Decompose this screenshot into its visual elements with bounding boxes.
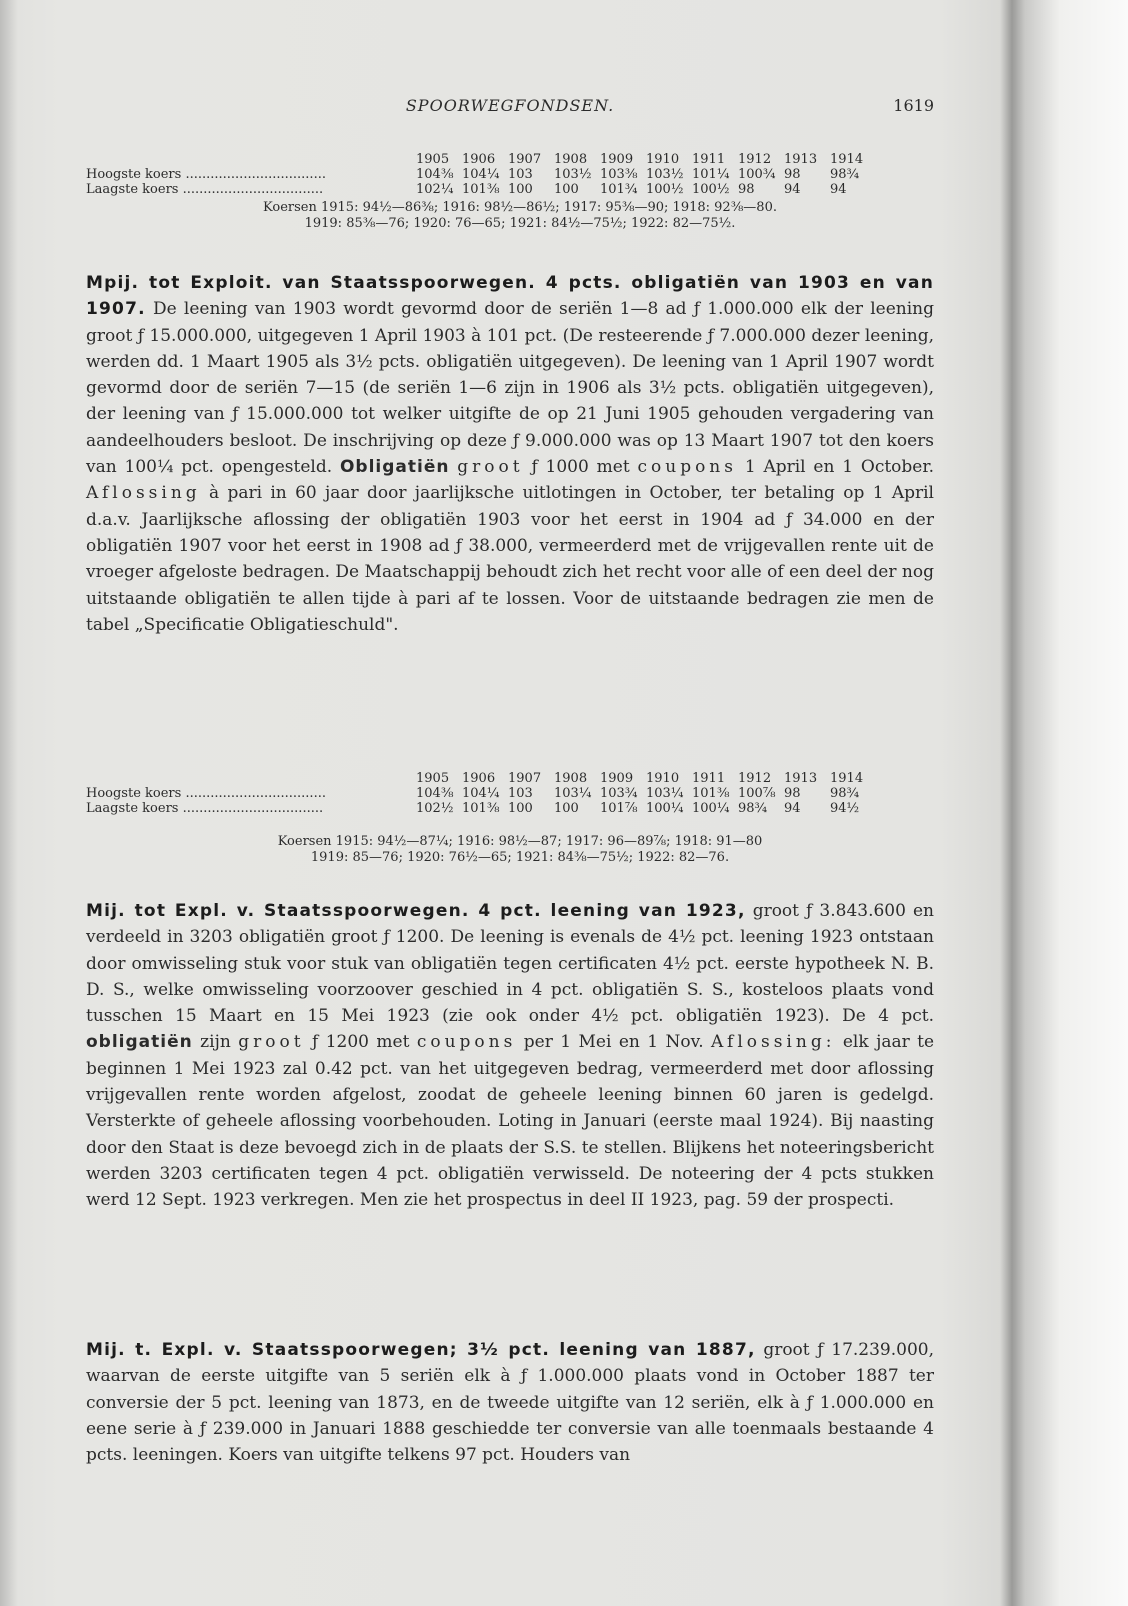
- table-cell: 98¾: [830, 786, 860, 801]
- table-cell: 104¼: [462, 167, 500, 182]
- table-cell: 104¼: [462, 786, 500, 801]
- year-header: 1911: [692, 771, 726, 786]
- keyword-obligatien: Obligatiën: [339, 457, 450, 478]
- table-cell: 100½: [692, 182, 730, 197]
- table-header-row: [86, 771, 876, 786]
- table-cell: 100¾: [738, 167, 776, 182]
- table-cell: 103½: [554, 167, 592, 182]
- year-header: 1912: [738, 152, 772, 167]
- table-cell: 100¼: [646, 801, 684, 816]
- table-cell: 98¾: [738, 801, 768, 816]
- section-heading: Mij. t. Expl. v. Staatsspoorwegen; 3½ pct. leening van 1887,: [86, 1340, 756, 1360]
- table-cell: 101⅞: [600, 801, 638, 816]
- year-header: 1911: [692, 152, 726, 167]
- running-head: [86, 96, 934, 118]
- table-cell: 104⅜: [416, 167, 454, 182]
- table-cell: 103¼: [646, 786, 684, 801]
- koersen-line: 1919: 85—76; 1920: 76½—65; 1921: 84⅜—75½; 1922: 82—76.: [310, 850, 730, 865]
- table-cell: 98¾: [830, 167, 860, 182]
- table-cell: 101⅜: [462, 182, 500, 197]
- year-header: 1910: [646, 771, 680, 786]
- table-cell: 98: [784, 167, 801, 182]
- keyword-coupons: coupons: [416, 1032, 517, 1053]
- year-header: 1909: [600, 771, 634, 786]
- table-cell: 104⅜: [416, 786, 454, 801]
- table-cell: 94: [784, 182, 801, 197]
- year-header: 1910: [646, 152, 680, 167]
- table-cell: 100: [508, 801, 533, 816]
- table-row: Hoogste koers .................................. 104⅜ 104¼ 103 103½ 103⅜ 103½ 101¼ 100¾ 98 98¾: [86, 167, 876, 182]
- year-header: 1906: [462, 771, 496, 786]
- row-label: Hoogste koers: [86, 167, 182, 182]
- running-head-title: SPOORWEGFONDSEN.: [405, 96, 615, 115]
- year-header: 1909: [600, 152, 634, 167]
- koersen-note-2: [150, 834, 890, 866]
- keyword-aflossing: Aflossing: [86, 483, 201, 504]
- table-cell: 100½: [646, 182, 684, 197]
- table-cell: 101¾: [600, 182, 638, 197]
- table-cell: 101⅜: [462, 801, 500, 816]
- table-cell: 103: [508, 167, 533, 182]
- year-header: 1906: [462, 152, 496, 167]
- table-cell: 103⅜: [600, 167, 638, 182]
- keyword-coupons: coupons: [637, 457, 737, 478]
- table-cell: 101⅜: [692, 786, 730, 801]
- table-row: Laagste koers .................................. 102½ 101⅜ 100 100 101⅞ 100¼ 100¼ 98¾ 94 94½: [86, 801, 876, 816]
- table-cell: 98: [738, 182, 755, 197]
- year-header: 1914: [830, 771, 864, 786]
- koersen-note-1: [150, 200, 890, 232]
- year-header: 1907: [508, 771, 542, 786]
- year-header: 1913: [784, 152, 818, 167]
- table-header-row: [86, 152, 876, 167]
- table-cell: 103½: [646, 167, 684, 182]
- table-cell: 94½: [830, 801, 860, 816]
- table-cell: 102½: [416, 801, 454, 816]
- row-label: Hoogste koers: [86, 786, 182, 801]
- koersen-line: 1919: 85⅜—76; 1920: 76—65; 1921: 84½—75½; 1922: 82—75½.: [304, 216, 736, 231]
- year-header: 1908: [554, 152, 588, 167]
- section-heading: Mij. tot Expl. v. Staatsspoorwegen. 4 pct. leening van 1923,: [86, 901, 746, 921]
- keyword-groot: groot: [238, 1032, 305, 1053]
- page-number: 1619: [893, 96, 934, 115]
- table-cell: 101¼: [692, 167, 730, 182]
- section-mpij-1903-1907: Mpij. tot Exploit. van Staatsspoorwegen. 4 pcts. obligatiën van 1903 en van 1907. De leening van 1903 wordt gevormd door de seriën 1—8 ad ƒ 1.000.000 elk der leening groot ƒ 15.000.000, uitgegeven 1 April 1903 à 101 pct. (De resteerende ƒ 7.000.000 dezer leening, werden dd. 1 Maart 1905 als 3½ pcts. obligatiën uitgegeven). De leening van 1 April 1907 wordt gevormd door de seriën 7—15 (de seriën 1—6 zijn in 1906 als 3½ pcts. obligatiën uitgegeven), der leening van ƒ 15.000.000 tot welker uitgifte de op 21 Juni 1905 gehouden vergadering van aandeelhouders besloot. De inschrijving op deze ƒ 9.000.000 was op 13 Maart 1907 tot den koers van 100¼ pct. opengesteld. Obligatiën groot ƒ 1000 met coupons 1 April en 1 October. Aflossing à pari in 60 jaar door jaarlijksche uitlotingen in October, ter betaling op 1 April d.a.v. Jaarlijksche aflossing der obligatiën 1903 voor het eerst in 1904 ad ƒ 34.000 en der obligatiën 1907 voor het eerst in 1908 ad ƒ 38.000, vermeerderd met de vrijgevallen rente uit de vroeger afgeloste bedragen. De Maatschappij behoudt zich het recht voor alle of een deel der nog uitstaande obligatiën te allen tijde à pari af te lossen. Voor de uitstaande bedragen zie men de tabel „Specificatie Obligatieschuld".: [86, 273, 935, 635]
- table-cell: 100¼: [692, 801, 730, 816]
- table-cell: 102¼: [416, 182, 454, 197]
- koers-table-2: [86, 771, 876, 816]
- table-cell: 98: [784, 786, 801, 801]
- row-label: Laagste koers: [86, 182, 179, 197]
- table-cell: 94: [830, 182, 847, 197]
- section-heading: Mpij. tot Exploit. van Staatsspoorwegen. 4 pcts. obligatiën van 1903 en van 1907.: [86, 273, 934, 320]
- section-leening-1923: Mij. tot Expl. v. Staatsspoorwegen. 4 pct. leening van 1923, groot ƒ 3.843.600 en verdeeld in 3203 obligatiën groot ƒ 1200. De leening is evenals de 4½ pct. leening 1923 ontstaan door omwisseling stuk voor stuk van obligatiën tegen certificaten 4½ pct. eerste hypotheek N. B. D. S., welke omwisseling voorzoover geschied in 4 pct. obligatiën S. S., kosteloos plaats vond tusschen 15 Maart en 15 Mei 1923 (zie ook onder 4½ pct. obligatiën 1923). De 4 pct. obligatiën zijn groot ƒ 1200 met coupons per 1 Mei en 1 Nov. Aflossing: elk jaar te beginnen 1 Mei 1923 zal 0.42 pct. van het uitgegeven bedrag, vermeerderd met door aflossing vrijgevallen rente worden afgelost, zoodat de geheele leening binnen 60 jaren is gedelgd. Versterkte of geheele aflossing voorbehouden. Loting in Januari (eerste maal 1924). Bij naasting door den Staat is deze bevoegd zich in de plaats der S.S. te stellen. Blijkens het noteeringsbericht werden 3203 certificaten tegen 4 pct. obligatiën verwisseld. De noteering der 4 pcts stukken werd 12 Sept. 1923 verkregen. Men zie het prospectus in deel II 1923, pag. 59 der prospecti.: [86, 901, 935, 1211]
- table-cell: 100: [554, 801, 579, 816]
- keyword-obligatien: obligatiën: [86, 1032, 193, 1053]
- table-cell: 100⅞: [738, 786, 776, 801]
- table-cell: 103¾: [600, 786, 638, 801]
- year-header: 1908: [554, 771, 588, 786]
- table-cell: 103¼: [554, 786, 592, 801]
- table-row: Hoogste koers .................................. 104⅜ 104¼ 103 103¼ 103¾ 103¼ 101⅜ 100⅞ 98 98¾: [86, 786, 876, 801]
- table-cell: 100: [554, 182, 579, 197]
- year-header: 1912: [738, 771, 772, 786]
- table-cell: 100: [508, 182, 533, 197]
- year-header: 1905: [416, 152, 450, 167]
- koers-table-1: [86, 152, 876, 197]
- table-cell: 103: [508, 786, 533, 801]
- year-header: 1905: [416, 771, 450, 786]
- table-row: Laagste koers .................................. 102¼ 101⅜ 100 100 101¾ 100½ 100½ 98 94 94: [86, 182, 876, 197]
- koersen-line: Koersen 1915: 94½—86⅜; 1916: 98½—86½; 1917: 95⅜—90; 1918: 92⅜—80.: [263, 200, 777, 215]
- row-label: Laagste koers: [86, 801, 179, 816]
- table-cell: 94: [784, 801, 801, 816]
- koersen-line: Koersen 1915: 94½—87¼; 1916: 98½—87; 1917: 96—89⅞; 1918: 91—80: [277, 834, 763, 849]
- keyword-aflossing: Aflossing:: [711, 1032, 836, 1053]
- keyword-groot: groot: [457, 457, 524, 478]
- section-leening-1887: Mij. t. Expl. v. Staatsspoorwegen; 3½ pct. leening van 1887, groot ƒ 17.239.000, waarvan de eerste uitgifte van 5 seriën elk à ƒ 1.000.000 plaats vond in October 1887 ter conversie der 5 pct. leening van 1873, en de tweede uitgifte van 12 seriën, elk à ƒ 1.000.000 en eene serie à ƒ 239.000 in Januari 1888 geschiedde ter conversie van alle toenmaals bestaande 4 pcts. leeningen. Koers van uitgifte telkens 97 pct. Houders van: [86, 1340, 934, 1466]
- year-header: 1914: [830, 152, 864, 167]
- year-header: 1907: [508, 152, 542, 167]
- year-header: 1913: [784, 771, 818, 786]
